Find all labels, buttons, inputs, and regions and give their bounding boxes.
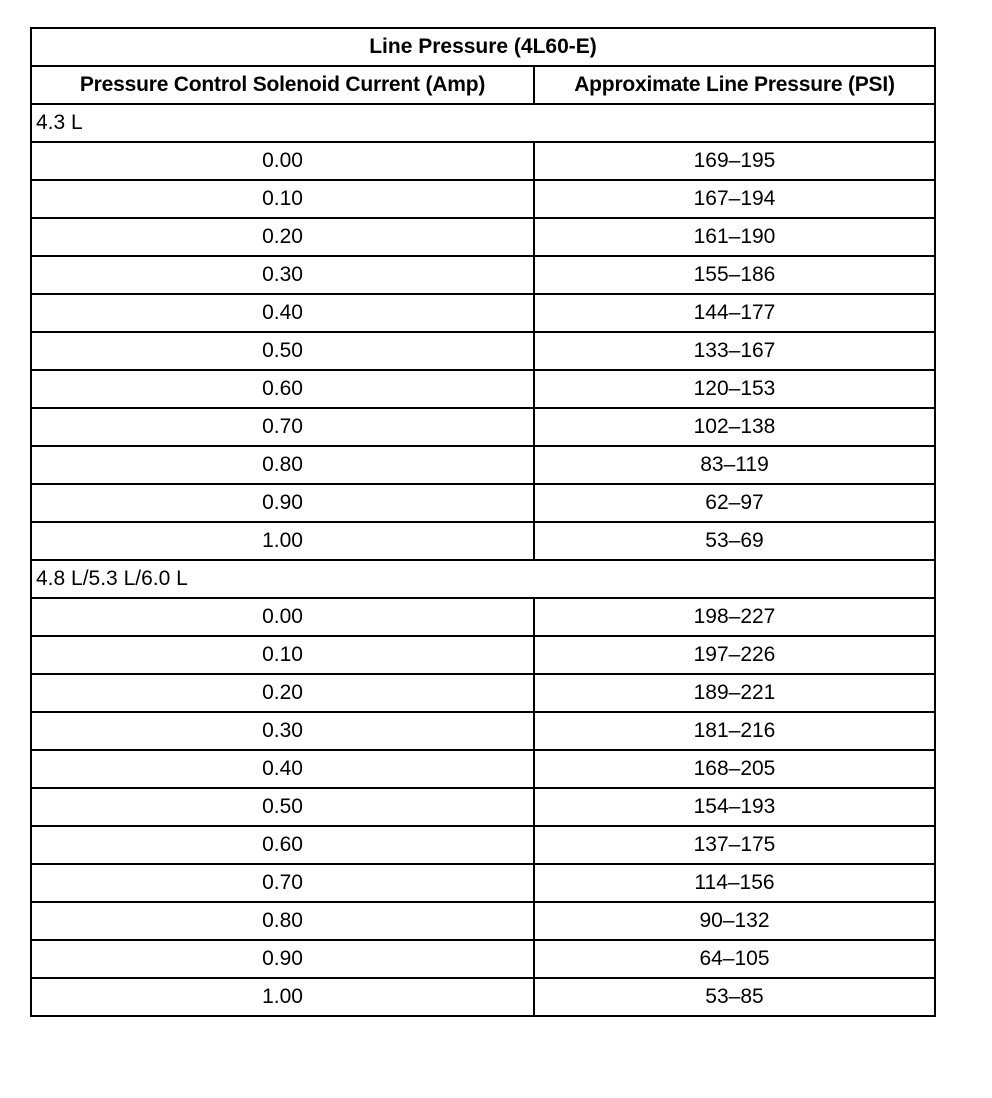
table-head: [31, 28, 935, 104]
engine-group-label: 4.3 L: [31, 104, 935, 142]
table-row: [31, 788, 935, 826]
group-row: [31, 560, 935, 598]
table-row: [31, 484, 935, 522]
table-row: [31, 370, 935, 408]
current-cell: 0.90: [31, 484, 534, 522]
table-row: [31, 712, 935, 750]
header-row: [31, 66, 935, 104]
pressure-cell: 120–153: [534, 370, 935, 408]
current-cell: 1.00: [31, 522, 534, 560]
table-title: Line Pressure (4L60-E): [31, 28, 935, 66]
current-cell: 1.00: [31, 978, 534, 1016]
pressure-cell: 189–221: [534, 674, 935, 712]
pressure-cell: 64–105: [534, 940, 935, 978]
current-cell: 0.20: [31, 674, 534, 712]
column-header-current: Pressure Control Solenoid Current (Amp): [31, 66, 534, 104]
pressure-cell: 114–156: [534, 864, 935, 902]
table-row: [31, 142, 935, 180]
table-row: [31, 864, 935, 902]
engine-group-label: 4.8 L/5.3 L/6.0 L: [31, 560, 935, 598]
current-cell: 0.00: [31, 142, 534, 180]
pressure-cell: 167–194: [534, 180, 935, 218]
current-cell: 0.40: [31, 750, 534, 788]
current-cell: 0.30: [31, 256, 534, 294]
column-header-pressure: Approximate Line Pressure (PSI): [534, 66, 935, 104]
pressure-cell: 90–132: [534, 902, 935, 940]
table-row: [31, 294, 935, 332]
current-cell: 0.00: [31, 598, 534, 636]
table-row: [31, 674, 935, 712]
pressure-cell: 62–97: [534, 484, 935, 522]
pressure-cell: 102–138: [534, 408, 935, 446]
table-row: [31, 332, 935, 370]
table-row: [31, 408, 935, 446]
current-cell: 0.10: [31, 636, 534, 674]
pressure-cell: 169–195: [534, 142, 935, 180]
line-pressure-table: [30, 27, 936, 1017]
current-cell: 0.80: [31, 902, 534, 940]
current-cell: 0.60: [31, 370, 534, 408]
table-row: [31, 256, 935, 294]
pressure-cell: 83–119: [534, 446, 935, 484]
pressure-cell: 53–85: [534, 978, 935, 1016]
current-cell: 0.50: [31, 332, 534, 370]
table-body: [31, 104, 935, 1016]
table-row: [31, 522, 935, 560]
current-cell: 0.10: [31, 180, 534, 218]
current-cell: 0.50: [31, 788, 534, 826]
current-cell: 0.70: [31, 864, 534, 902]
table-row: [31, 902, 935, 940]
group-row: [31, 104, 935, 142]
current-cell: 0.30: [31, 712, 534, 750]
table-row: [31, 180, 935, 218]
current-cell: 0.40: [31, 294, 534, 332]
current-cell: 0.20: [31, 218, 534, 256]
pressure-cell: 155–186: [534, 256, 935, 294]
table-row: [31, 826, 935, 864]
pressure-cell: 198–227: [534, 598, 935, 636]
table-row: [31, 636, 935, 674]
current-cell: 0.70: [31, 408, 534, 446]
pressure-cell: 144–177: [534, 294, 935, 332]
title-row: [31, 28, 935, 66]
table-row: [31, 750, 935, 788]
table-row: [31, 978, 935, 1016]
pressure-cell: 137–175: [534, 826, 935, 864]
pressure-cell: 53–69: [534, 522, 935, 560]
table-row: [31, 218, 935, 256]
pressure-cell: 181–216: [534, 712, 935, 750]
pressure-cell: 161–190: [534, 218, 935, 256]
current-cell: 0.90: [31, 940, 534, 978]
pressure-cell: 168–205: [534, 750, 935, 788]
pressure-cell: 133–167: [534, 332, 935, 370]
table-row: [31, 598, 935, 636]
pressure-cell: 197–226: [534, 636, 935, 674]
current-cell: 0.80: [31, 446, 534, 484]
current-cell: 0.60: [31, 826, 534, 864]
table-row: [31, 446, 935, 484]
table-row: [31, 940, 935, 978]
pressure-cell: 154–193: [534, 788, 935, 826]
